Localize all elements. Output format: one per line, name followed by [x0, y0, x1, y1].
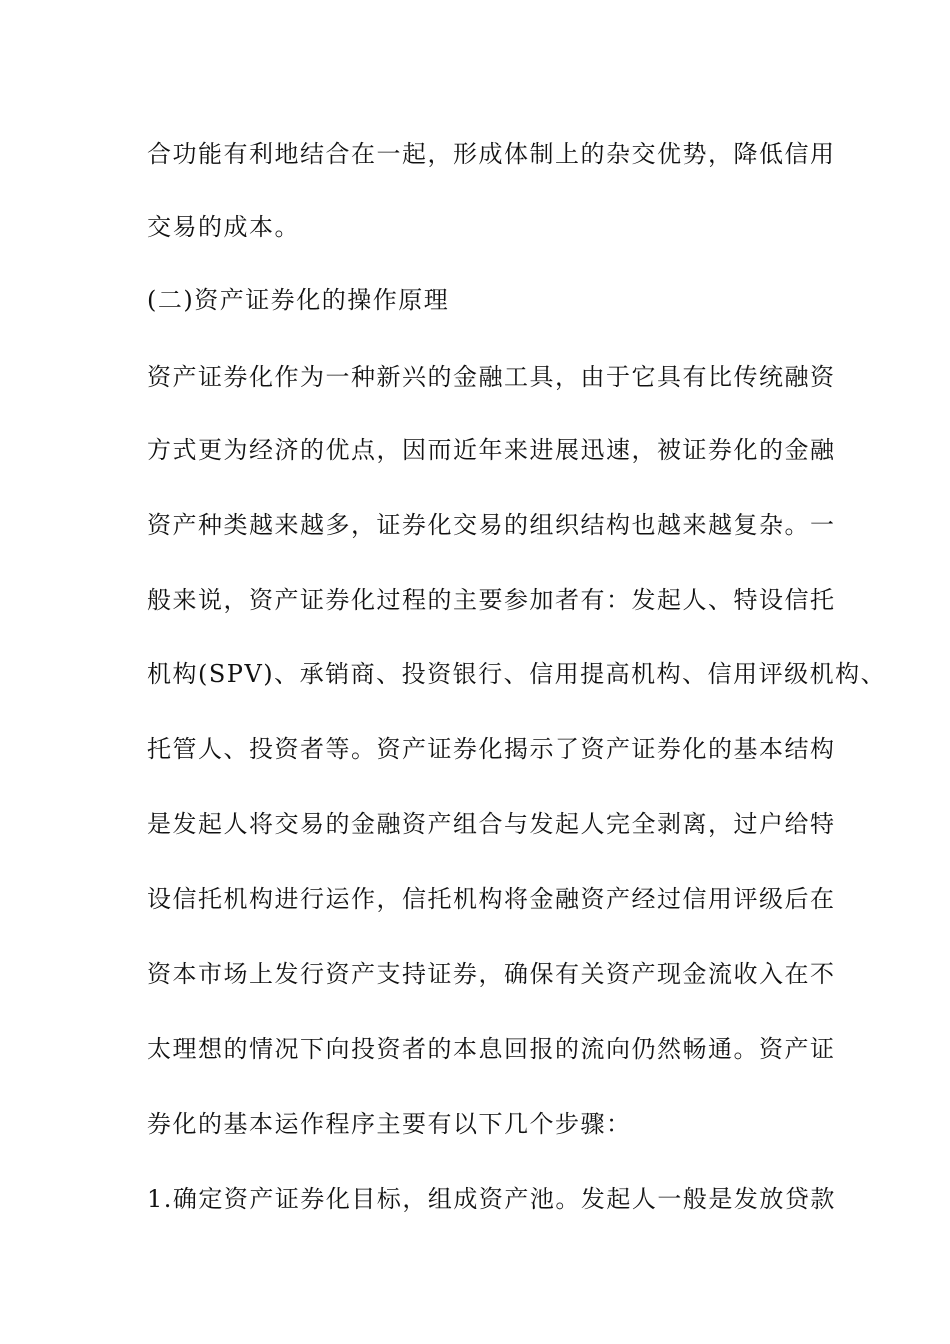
- paragraph-line: 券化的基本运作程序主要有以下几个步骤：: [147, 1110, 632, 1138]
- paragraph-line: 资本市场上发行资产支持证券，确保有关资产现金流收入在不: [147, 960, 836, 988]
- paragraph-line: 资产证券化作为一种新兴的金融工具，由于它具有比传统融资: [147, 363, 836, 391]
- list-item-line: 1.确定资产证券化目标，组成资产池。发起人一般是发放贷款: [147, 1185, 836, 1213]
- paragraph-line: 交易的成本。: [147, 213, 300, 241]
- paragraph-line: 太理想的情况下向投资者的本息回报的流向仍然畅通。资产证: [147, 1035, 836, 1063]
- paragraph-line: 机构(SPV)、承销商、投资银行、信用提高机构、信用评级机构、: [147, 660, 887, 688]
- section-heading: (二)资产证券化的操作原理: [147, 286, 450, 314]
- paragraph-line: 般来说，资产证券化过程的主要参加者有：发起人、特设信托: [147, 586, 836, 614]
- paragraph-line: 方式更为经济的优点，因而近年来进展迅速，被证券化的金融: [147, 436, 836, 464]
- paragraph-line: 托管人、投资者等。资产证券化揭示了资产证券化的基本结构: [147, 735, 836, 763]
- paragraph-line: 是发起人将交易的金融资产组合与发起人完全剥离，过户给特: [147, 810, 836, 838]
- paragraph-line: 合功能有利地结合在一起，形成体制上的杂交优势，降低信用: [147, 140, 836, 168]
- paragraph-line: 资产种类越来越多，证券化交易的组织结构也越来越复杂。一: [147, 511, 836, 539]
- paragraph-line: 设信托机构进行运作，信托机构将金融资产经过信用评级后在: [147, 885, 836, 913]
